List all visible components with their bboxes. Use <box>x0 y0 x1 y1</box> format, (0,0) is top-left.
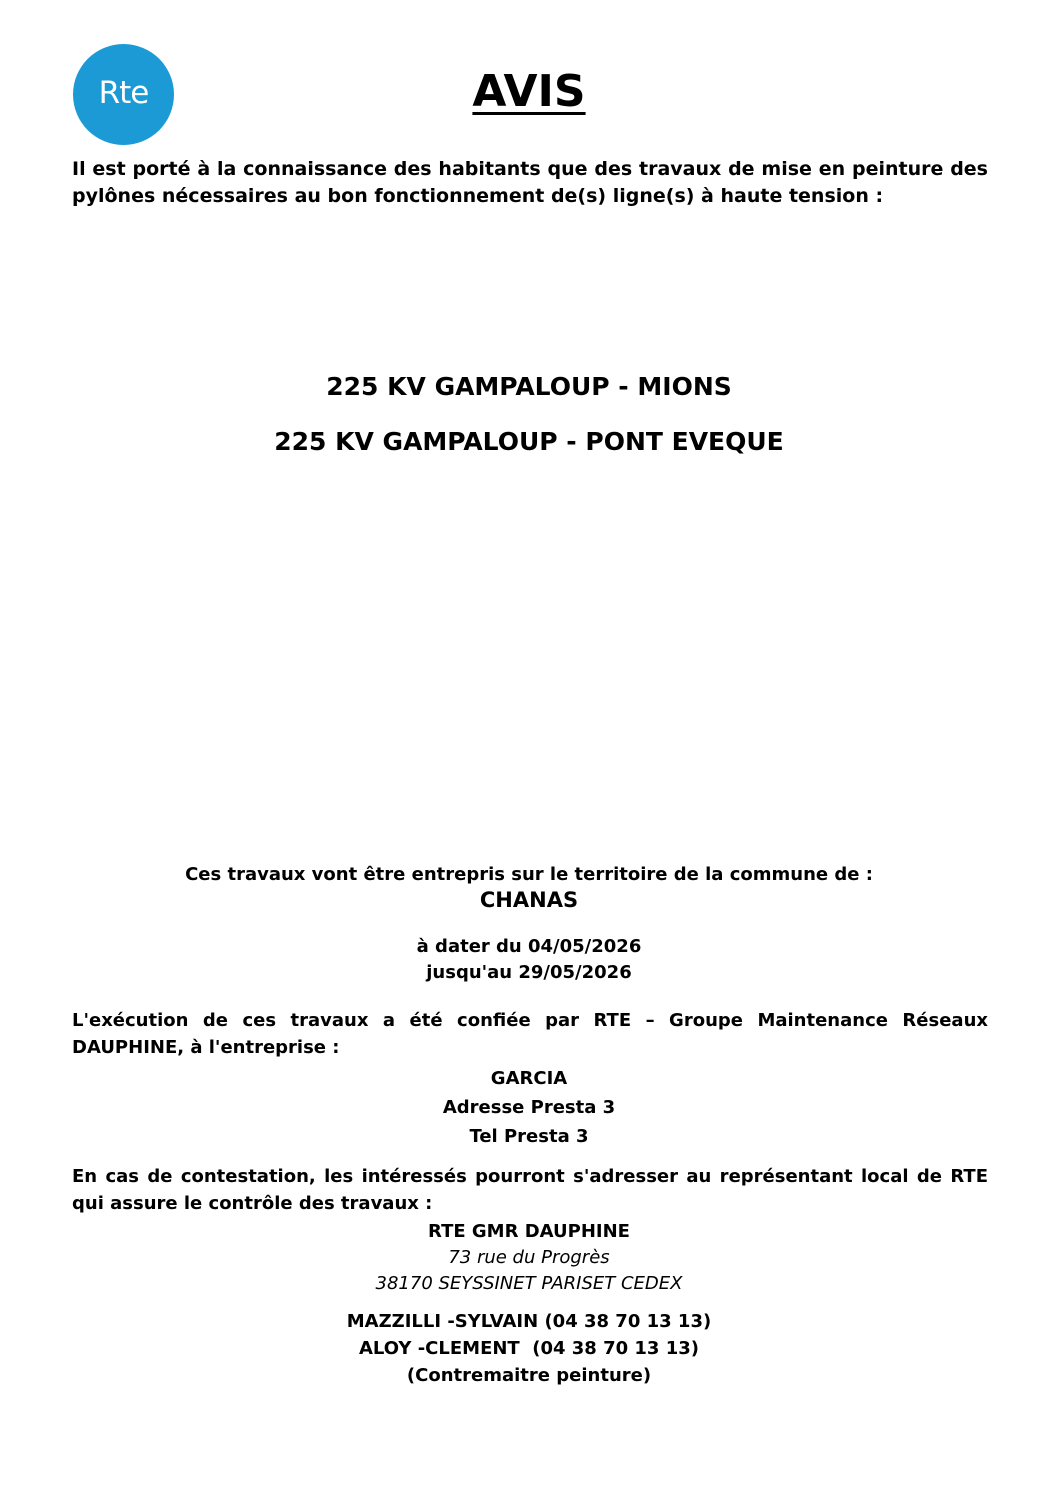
rte-local-name: RTE GMR DAUPHINE <box>428 1221 630 1242</box>
execution-paragraph: L'exécution de ces travaux a été confiée par RTE – Groupe Maintenance Réseaux DAUPHINE, à l'entreprise : <box>72 1010 988 1058</box>
commune-name: CHANAS <box>479 888 579 912</box>
company-name: GARCIA <box>490 1068 568 1089</box>
company-tel: Tel Presta 3 <box>469 1126 589 1147</box>
contact-role: (Contremaitre peinture) <box>406 1365 652 1386</box>
contact-person: ALOY -CLEMENT (04 38 70 13 13) <box>358 1338 699 1359</box>
commune-intro: Ces travaux vont être entrepris sur le territoire de la commune de : <box>185 864 873 885</box>
rte-logo-text: Rte <box>98 74 149 111</box>
company-address: Adresse Presta 3 <box>442 1097 616 1118</box>
power-line-name: 225 KV GAMPALOUP - PONT EVEQUE <box>274 427 784 456</box>
rte-local-city: 38170 SEYSSINET PARISET CEDEX <box>375 1273 683 1294</box>
rte-local-street: 73 rue du Progrès <box>448 1247 610 1268</box>
contact-person: MAZZILLI -SYLVAIN (04 38 70 13 13) <box>346 1311 712 1332</box>
intro-paragraph: Il est porté à la connaissance des habitants que des travaux de mise en peinture des pylônes nécessaires au bon fonctionnement de(s) ligne(s) à haute tension : <box>72 158 988 207</box>
contestation-paragraph: En cas de contestation, les intéressés pourront s'adresser au représentant local de RTE qui assure le contrôle des travaux : <box>72 1166 988 1214</box>
end-date: jusqu'au 29/05/2026 <box>426 962 632 983</box>
start-date: à dater du 04/05/2026 <box>416 936 642 957</box>
page-title: AVIS <box>472 66 586 117</box>
power-line-name: 225 KV GAMPALOUP - MIONS <box>326 372 732 401</box>
